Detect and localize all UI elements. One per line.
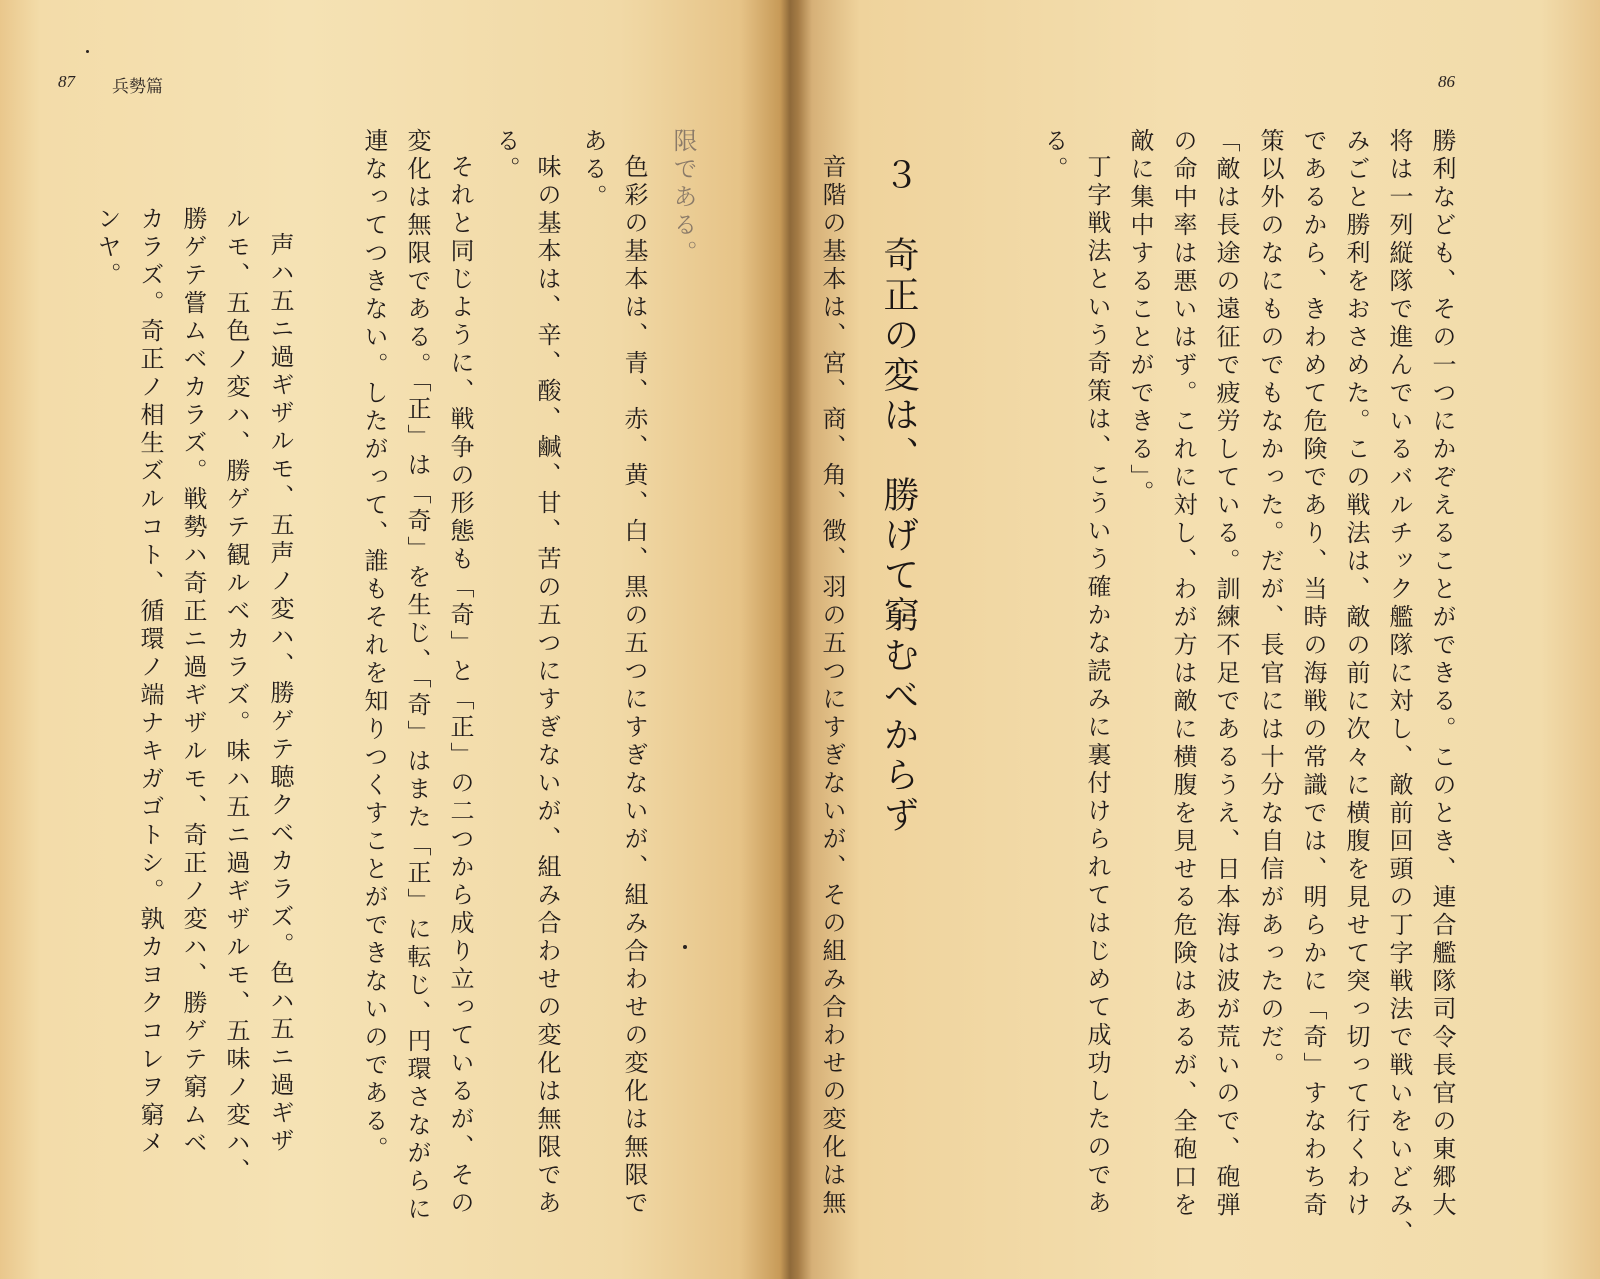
text-line: 将は一列縦隊で進んでいるバルチック艦隊に対し、敵前回頭の丁字戦法で戦いをいどみ、: [1385, 128, 1413, 1248]
text-line: 丁字戦法という奇策は、こういう確かな読みに裏付けられてはじめて成功したのであ: [1083, 154, 1111, 1218]
text-line: 策以外のなにものでもなかった。だが、長官には十分な自信があったのだ。: [1256, 128, 1284, 1080]
text-line: 限である。: [669, 128, 697, 268]
kanbun-line: ルモ、五色ノ変ハ、勝ゲテ観ルベカラズ。味ハ五ニ過ギザルモ、五味ノ変ハ、: [222, 206, 250, 1186]
paper-speck: [86, 50, 89, 53]
text-line: る。: [1040, 128, 1068, 184]
right-page: [798, 0, 1600, 1279]
text-line: 味の基本は、辛、酸、鹹、甘、苦の五つにすぎないが、組み合わせの変化は無限であ: [533, 154, 561, 1218]
paper-speck: [683, 945, 687, 949]
text-line: 色彩の基本は、青、赤、黄、白、黒の五つにすぎないが、組み合わせの変化は無限で: [620, 154, 648, 1218]
text-line: 変化は無限である。「正」は「奇」を生じ、「奇」はまた「正」に転じ、円環さながらに: [403, 128, 431, 1224]
kanbun-line: カラズ。奇正ノ相生ズルコト、循環ノ端ナキガゴトシ。孰カヨクコレヲ窮メ: [136, 206, 164, 1158]
text-line: それと同じように、戦争の形態も「奇」と「正」の二つから成り立っているが、その: [446, 154, 474, 1218]
text-line: の命中率は悪いはず。これに対し、わが方は敵に横腹を見せる危険はあるが、全砲口を: [1169, 128, 1197, 1220]
text-line: る。: [492, 128, 520, 184]
text-line: ある。: [579, 128, 607, 212]
text-line: 勝利なども、その一つにかぞえることができる。このとき、連合艦隊司令長官の東郷大: [1428, 128, 1456, 1220]
page-number: 87: [58, 72, 75, 91]
section-heading: ３ 奇正の変は、勝げて窮むべからず: [878, 156, 919, 836]
text-line: 「敵は長途の遠征で疲労している。訓練不足であるうえ、日本海は波が荒いので、砲弾: [1212, 128, 1240, 1220]
text-line: 敵に集中することができる」。: [1126, 128, 1154, 508]
kanbun-line: 声ハ五ニ過ギザルモ、五声ノ変ハ、勝ゲテ聴クベカラズ。色ハ五ニ過ギザ: [266, 232, 294, 1156]
text-line: みごと勝利をおさめた。この戦法は、敵の前に次々に横腹を見せて突っ切って行くわけ: [1342, 128, 1370, 1220]
text-line: であるから、きわめて危険であり、当時の海戦の常識では、明らかに「奇」すなわち奇: [1299, 128, 1327, 1220]
text-line: 音階の基本は、宮、商、角、徴、羽の五つにすぎないが、その組み合わせの変化は無: [818, 154, 846, 1218]
left-page: [0, 0, 790, 1279]
kanbun-line: 勝ゲテ嘗ムベカラズ。戦勢ハ奇正ニ過ギザルモ、奇正ノ変ハ、勝ゲテ窮ムベ: [179, 206, 207, 1158]
page-number: 86: [1438, 72, 1455, 91]
kanbun-line: ンヤ。: [93, 206, 121, 290]
text-line: 連なってつきない。したがって、誰もそれを知りつくすことができないのである。: [360, 128, 388, 1164]
running-head: 兵勢篇: [112, 77, 163, 97]
